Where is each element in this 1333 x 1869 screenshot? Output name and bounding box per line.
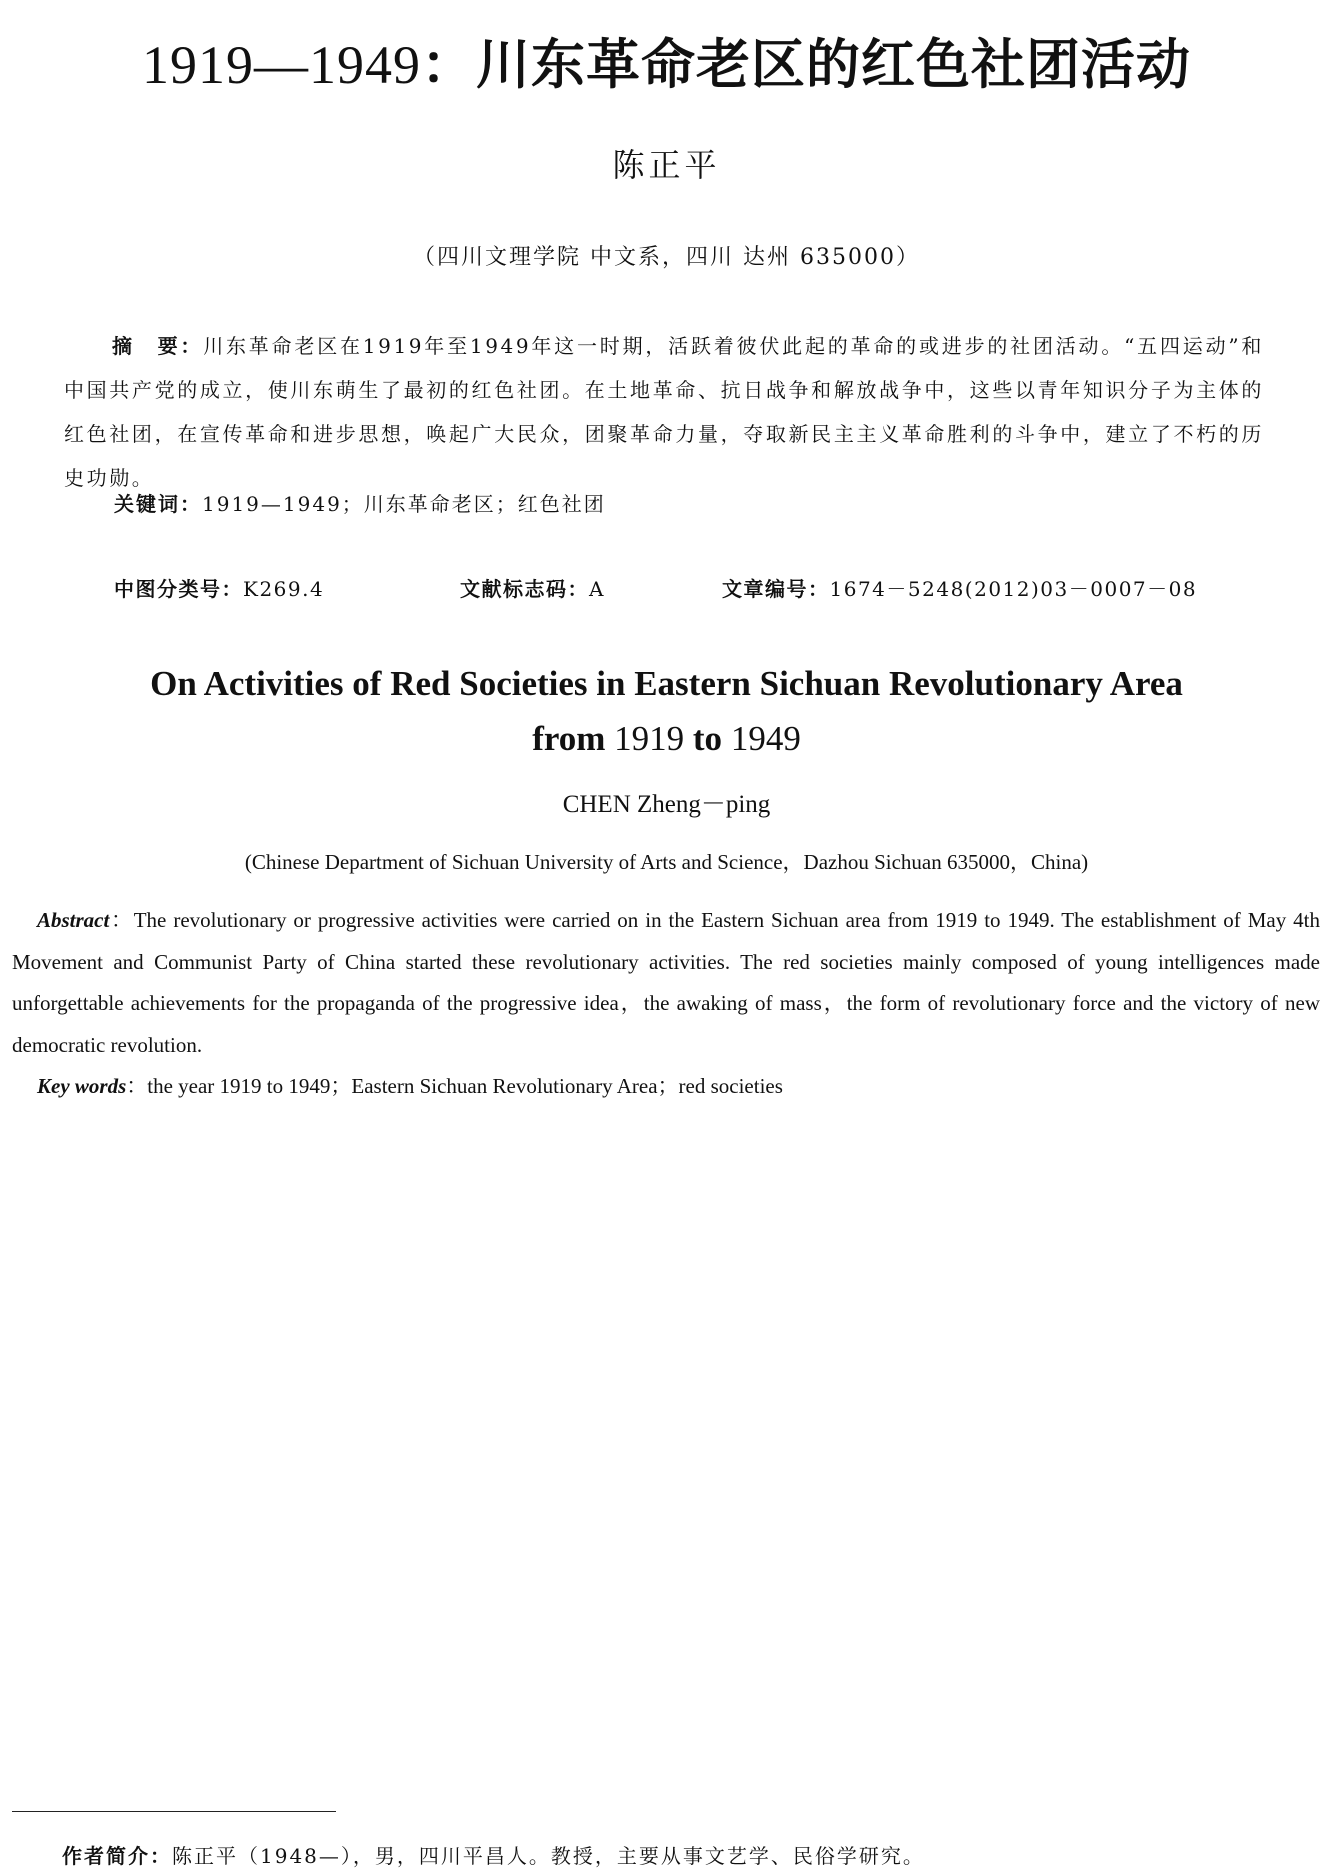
chinese-abstract (64, 324, 1264, 500)
english-abstract-separator: ： (109, 908, 134, 932)
english-title-year-start: 1919 (614, 719, 685, 758)
clc-label: 中图分类号： (114, 577, 243, 601)
english-abstract-text: The revolutionary or progressive activities were carried on in the Eastern Sichuan area from 1919 to 1949. The establishment of May 4th Movement and Communist Party of China started these revolutionary activities. The red societies mainly composed of young intelligences made unforgettable achievements for the propaganda of the progressive idea，the awaking of mass，the form of revolutionary force and the victory of new democratic revolution. (12, 908, 1321, 1057)
english-title (0, 656, 1333, 766)
english-title-line2 (0, 711, 1333, 766)
document-code-label: 文献标志码： (460, 577, 589, 601)
english-title-from: from (532, 719, 615, 758)
author-footnote (62, 1840, 925, 1869)
english-title-year-end: 1949 (730, 719, 801, 758)
chinese-title-text: 川东革命老区的红色社团活动 (476, 33, 1191, 96)
chinese-abstract-label: 摘 要： (112, 334, 204, 358)
english-abstract-label: Abstract (37, 908, 110, 932)
article-number-value: 1674－5248(2012)03－0007－08 (829, 577, 1198, 601)
english-keywords-label: Key words (37, 1074, 127, 1098)
clc-number (114, 573, 324, 602)
author-footnote-label: 作者简介： (62, 1844, 172, 1868)
chinese-abstract-text: 川东革命老区在1919年至1949年这一时期，活跃着彼伏此起的革命的或进步的社团活动。“五四运动”和中国共产党的成立，使川东萌生了最初的红色社团。在土地革命、抗日战争和解放战争中，这些以青年知识分子为主体的红色社团，在宣传革命和进步思想，唤起广大民众，团聚革命力量，夺取新民主主义革命胜利的斗争中，建立了不朽的历史功勋。 (64, 334, 1264, 490)
article-number-label: 文章编号： (722, 577, 830, 601)
article-number (722, 573, 1197, 602)
document-code-value: A (589, 577, 605, 601)
english-title-to: to (684, 719, 731, 758)
clc-value: K269.4 (243, 577, 325, 601)
chinese-title (0, 22, 1333, 99)
document-code (460, 573, 605, 602)
author-footnote-text: 陈正平（1948—），男，四川平昌人。教授，主要从事文艺学、民俗学研究。 (172, 1844, 925, 1868)
english-abstract (12, 900, 1320, 1066)
english-keywords (37, 1070, 783, 1100)
footnote-divider (12, 1811, 336, 1812)
chinese-keywords-label: 关键词： (114, 492, 202, 516)
chinese-keywords (114, 488, 606, 517)
chinese-affiliation: （四川文理学院 中文系，四川 达州 635000） (413, 245, 920, 270)
english-affiliation: (Chinese Department of Sichuan University of Arts and Science，Dazhou Sichuan 635000，China) (244, 850, 1089, 874)
chinese-keywords-text: 1919—1949；川东革命老区；红色社团 (202, 492, 606, 516)
chinese-author: 陈正平 (612, 146, 721, 184)
chinese-title-years: 1919—1949 (142, 35, 421, 95)
english-author: CHEN Zheng－ping (562, 791, 771, 818)
chinese-title-separator: ： (421, 33, 476, 96)
english-keywords-separator: ： (126, 1074, 148, 1098)
english-keywords-text: the year 1919 to 1949；Eastern Sichuan Revolutionary Area；red societies (147, 1074, 783, 1098)
english-title-line1: On Activities of Red Societies in Eastern Sichuan Revolutionary Area (150, 664, 1183, 703)
